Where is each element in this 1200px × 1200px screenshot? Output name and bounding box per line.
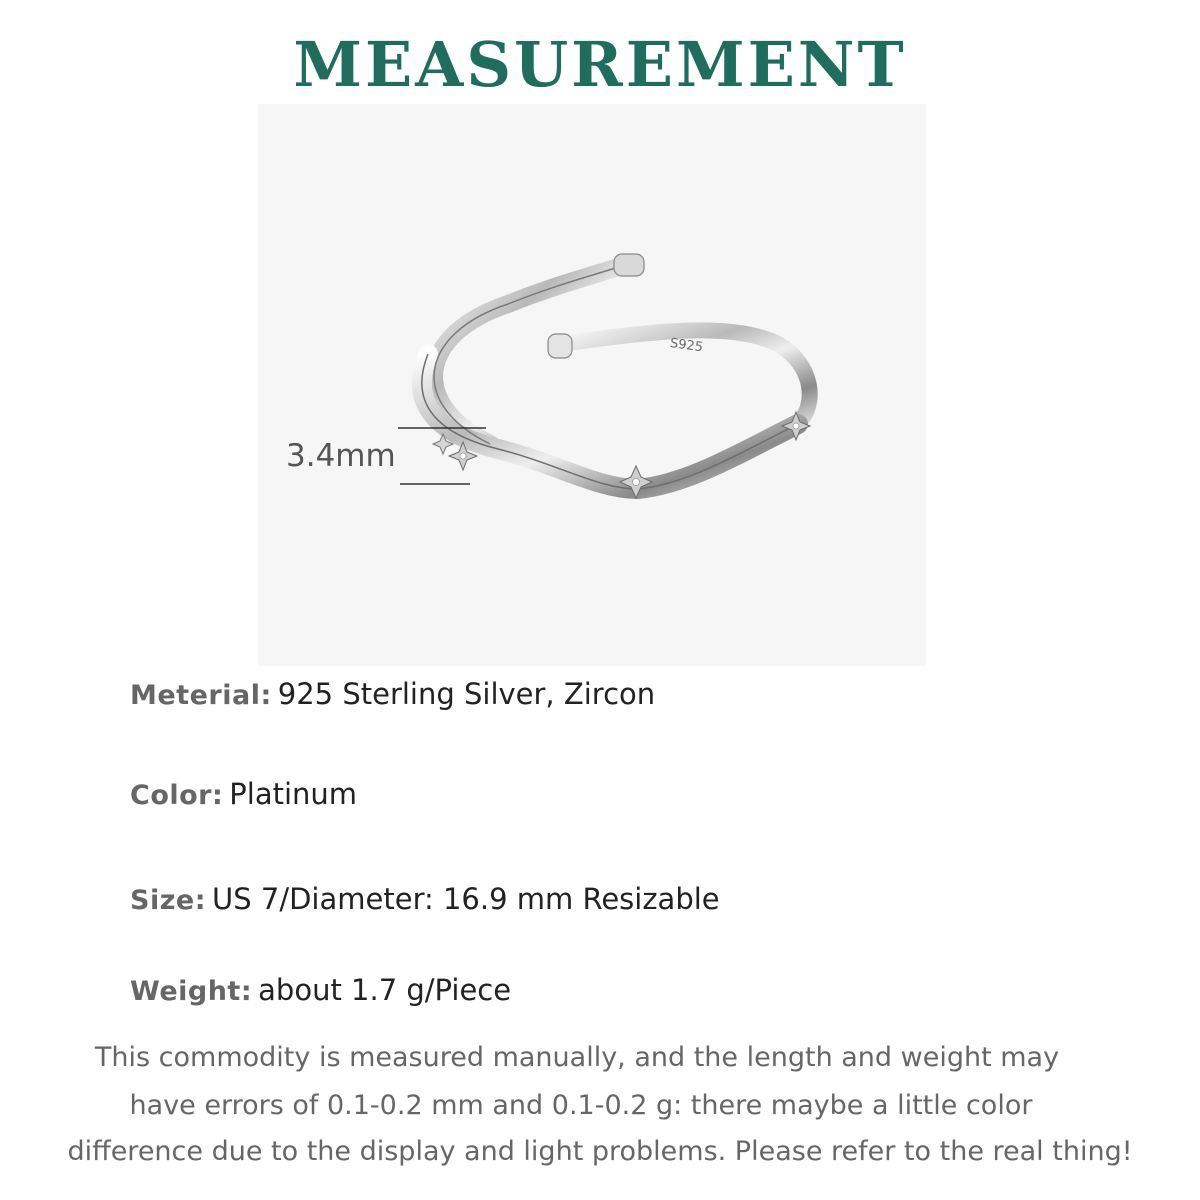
spec-label: Color: <box>130 780 224 811</box>
spec-material <box>130 677 655 711</box>
spec-label: Weight: <box>130 976 253 1007</box>
ring-end-left <box>614 254 644 276</box>
ring-illustration <box>258 104 926 666</box>
spec-value: Platinum <box>229 777 358 811</box>
spec-label: Size: <box>130 885 207 916</box>
spec-value: US 7/Diameter: 16.9 mm Resizable <box>212 882 720 916</box>
spec-color <box>130 777 357 811</box>
disclaimer-line: difference due to the display and light problems. Please refer to the real thing! <box>67 1136 1133 1167</box>
product-photo <box>258 104 926 666</box>
spec-size <box>130 882 720 916</box>
ring-band-front <box>422 354 798 489</box>
ring-band-back <box>434 264 628 444</box>
spec-weight <box>130 973 511 1007</box>
dimension-label: 3.4mm <box>286 438 396 474</box>
spec-value: 925 Sterling Silver, Zircon <box>277 677 656 711</box>
ring-engraving: S925 <box>668 335 704 356</box>
disclaimer-line: This commodity is measured manually, and the length and weight may <box>94 1042 1060 1073</box>
spec-label: Meterial: <box>130 680 272 711</box>
disclaimer-line: have errors of 0.1-0.2 mm and 0.1-0.2 g: there maybe a little color <box>129 1090 1033 1121</box>
ring-end-right <box>548 334 572 358</box>
page-title: MEASUREMENT <box>293 28 907 101</box>
spec-value: about 1.7 g/Piece <box>258 973 512 1007</box>
